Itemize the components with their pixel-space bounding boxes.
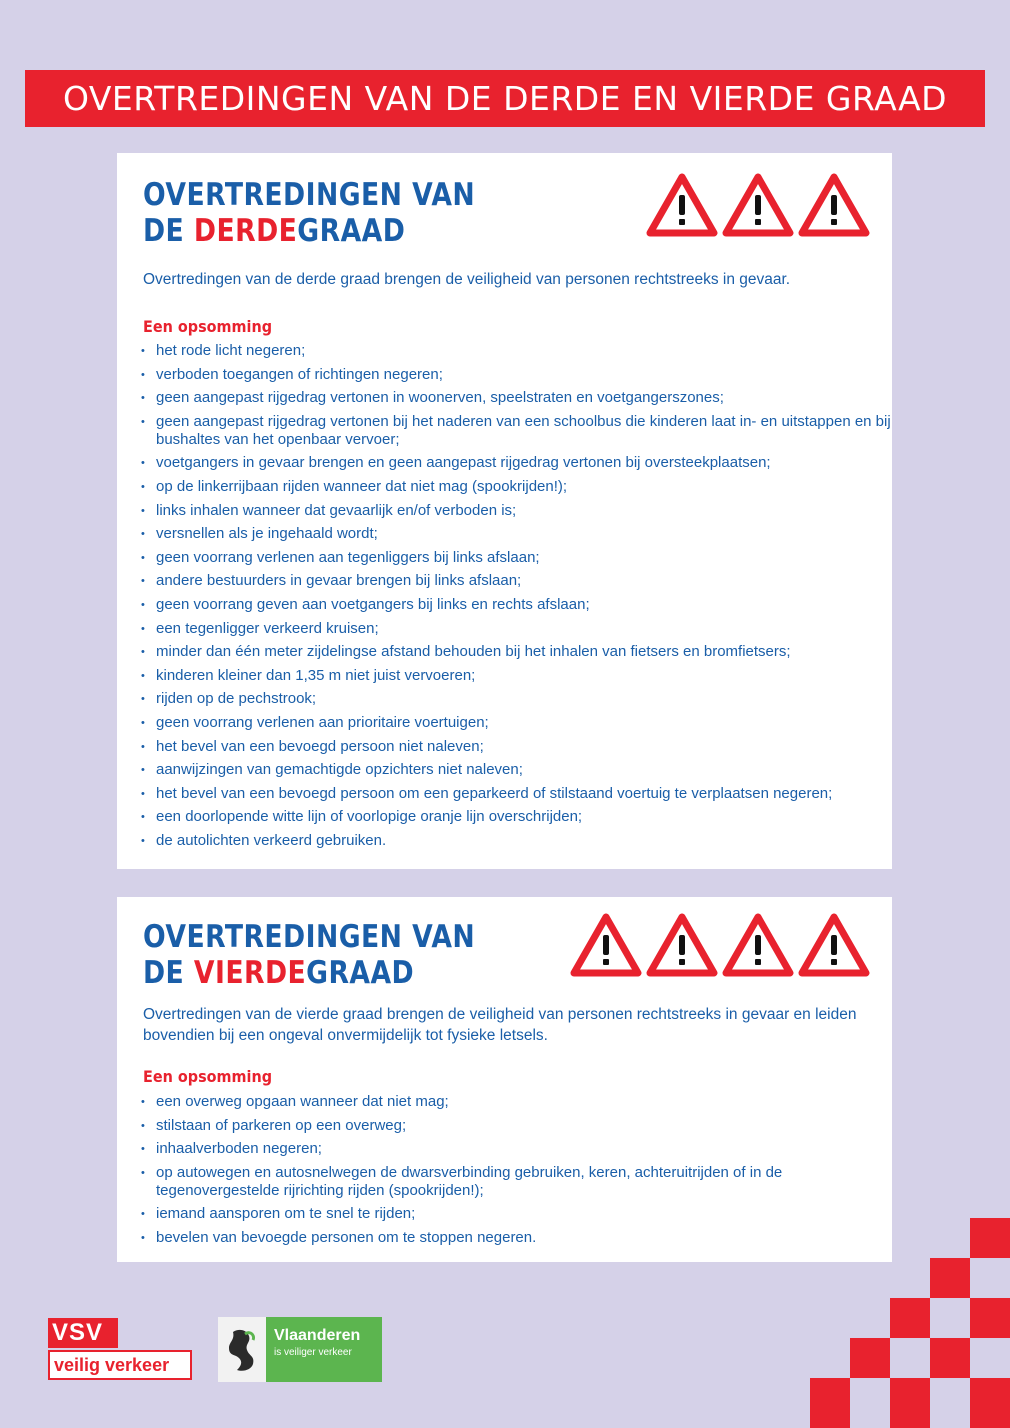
list-item: • geen voorrang verlenen aan tegenliggers bij links afslaan; — [141, 549, 891, 567]
list-item: • aanwijzingen van gemachtigde opzichters niet naleven; — [141, 761, 891, 779]
list-item: • op autowegen en autosnelwegen de dwarsverbinding gebruiken, keren, achteruitrijden of in de tegenovergestelde rijrichting rijden (spookrijden!); — [141, 1164, 891, 1200]
vsv-logo — [48, 1318, 192, 1380]
title-suffix: GRAAD — [306, 955, 415, 991]
title-prefix: DE — [143, 955, 185, 991]
list-item: • rijden op de pechstrook; — [141, 690, 891, 708]
list-item: • kinderen kleiner dan 1,35 m niet juist vervoeren; — [141, 667, 891, 685]
list-item: • het rode licht negeren; — [141, 342, 891, 360]
warning-icons — [570, 913, 870, 982]
warning-icons — [646, 173, 870, 242]
list-item: • verboden toegangen of richtingen negeren; — [141, 366, 891, 384]
title-prefix: DE — [143, 213, 185, 249]
warning-triangle-icon — [722, 913, 794, 982]
warning-triangle-icon — [646, 913, 718, 982]
infraction-list — [141, 1093, 891, 1253]
list-item: • de autolichten verkeerd gebruiken. — [141, 832, 891, 850]
title-degree: VIERDE — [193, 955, 307, 991]
vlaanderen-tagline: is veiliger verkeer — [274, 1347, 352, 1358]
list-item: • bevelen van bevoegde personen om te stoppen negeren. — [141, 1229, 891, 1247]
lion-icon — [218, 1317, 266, 1382]
list-item: • het bevel van een bevoegd persoon niet naleven; — [141, 738, 891, 756]
checker-decoration — [810, 1218, 1010, 1428]
list-item: • iemand aansporen om te snel te rijden; — [141, 1205, 891, 1223]
list-item: • links inhalen wanneer dat gevaarlijk en/of verboden is; — [141, 502, 891, 520]
section-title — [143, 919, 475, 991]
warning-triangle-icon — [570, 913, 642, 982]
list-item: • op de linkerrijbaan rijden wanneer dat niet mag (spookrijden!); — [141, 478, 891, 496]
list-item: • geen aangepast rijgedrag vertonen in woonerven, speelstraten en voetgangerszones; — [141, 389, 891, 407]
list-item: • minder dan één meter zijdelingse afstand behouden bij het inhalen van fietsers en bromfietsers; — [141, 643, 891, 661]
list-item: • een tegenligger verkeerd kruisen; — [141, 620, 891, 638]
section-title — [143, 177, 475, 249]
list-item: • een doorlopende witte lijn of voorlopige oranje lijn overschrijden; — [141, 808, 891, 826]
warning-triangle-icon — [722, 173, 794, 242]
list-item: • geen aangepast rijgedrag vertonen bij het naderen van een schoolbus die kinderen laat in- en uitstappen en bij bushaltes van het openbaar vervoer; — [141, 413, 891, 449]
warning-triangle-icon — [798, 173, 870, 242]
list-item: • een overweg opgaan wanneer dat niet mag; — [141, 1093, 891, 1111]
list-item: • versnellen als je ingehaald wordt; — [141, 525, 891, 543]
list-subheading: Een opsomming — [143, 1067, 273, 1086]
section-intro: Overtredingen van de vierde graad brengen de veiligheid van personen rechtstreeks in gevaar en leiden bovendien bij een ongeval onvermijdelijk tot fysieke letsels. — [143, 1006, 857, 1044]
warning-triangle-icon — [646, 173, 718, 242]
title-suffix: GRAAD — [297, 213, 406, 249]
list-item: • geen voorrang verlenen aan prioritaire voertuigen; — [141, 714, 891, 732]
title-line1: OVERTREDINGEN VAN — [143, 919, 476, 955]
title-line1: OVERTREDINGEN VAN — [143, 177, 476, 213]
section-fourth-degree — [117, 897, 892, 1262]
vsv-logo-top: VSV — [48, 1318, 118, 1348]
section-third-degree — [117, 153, 892, 869]
list-item: • voetgangers in gevaar brengen en geen aangepast rijgedrag vertonen bij oversteekplaatsen; — [141, 454, 891, 472]
page-banner: OVERTREDINGEN VAN DE DERDE EN VIERDE GRAAD — [25, 70, 985, 127]
list-item: • geen voorrang geven aan voetgangers bij links en rechts afslaan; — [141, 596, 891, 614]
infraction-list — [141, 342, 891, 855]
warning-triangle-icon — [798, 913, 870, 982]
list-item: • stilstaan of parkeren op een overweg; — [141, 1117, 891, 1135]
list-subheading: Een opsomming — [143, 317, 273, 336]
title-degree: DERDE — [193, 213, 298, 249]
list-item: • inhaalverboden negeren; — [141, 1140, 891, 1158]
list-item: • andere bestuurders in gevaar brengen bij links afslaan; — [141, 572, 891, 590]
vlaanderen-name: Vlaanderen — [274, 1327, 361, 1344]
section-intro: Overtredingen van de derde graad brengen de veiligheid van personen rechtstreeks in gevaar. — [143, 271, 791, 288]
vlaanderen-logo — [218, 1317, 382, 1382]
vsv-logo-bottom: veilig verkeer — [48, 1350, 192, 1380]
list-item: • het bevel van een bevoegd persoon om een geparkeerd of stilstaand voertuig te verplaatsen negeren; — [141, 785, 891, 803]
